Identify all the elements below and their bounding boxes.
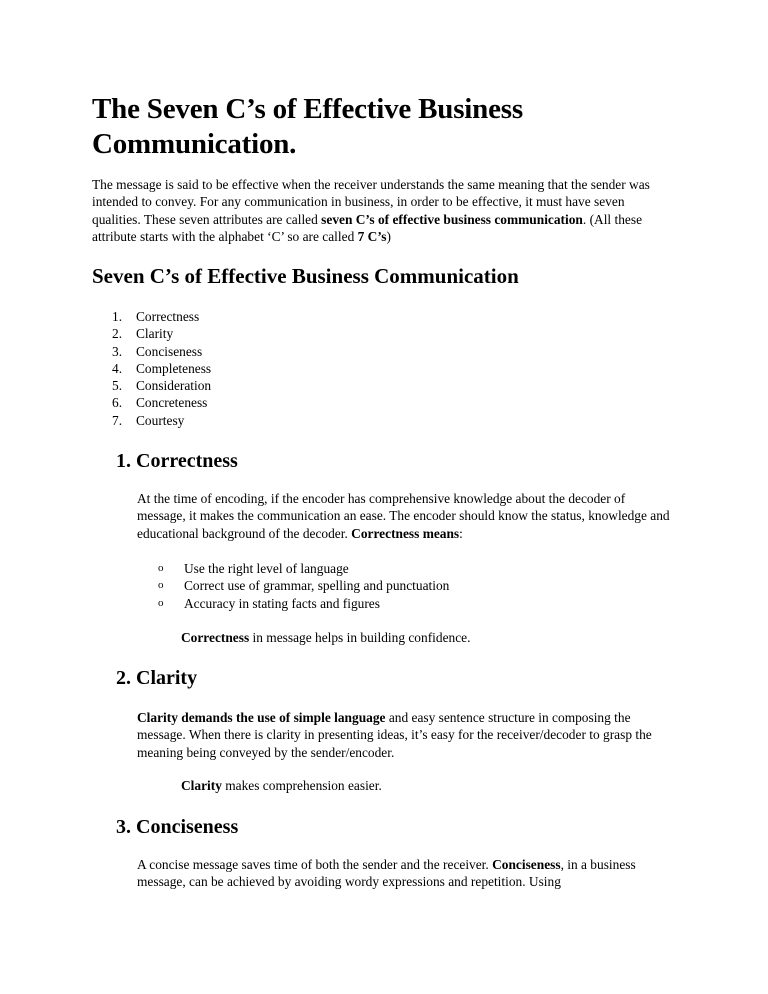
bullet-mark: o	[158, 579, 164, 592]
bullet-mark: o	[158, 596, 164, 609]
intro-bold-1: seven C’s of effective business communication	[321, 211, 583, 227]
list-item	[92, 343, 392, 360]
list-number: 2.	[112, 326, 123, 342]
clarity-note-bold: Clarity	[181, 778, 222, 793]
list-label: Consideration	[136, 378, 212, 394]
seven-cs-list	[92, 308, 392, 429]
list-item	[148, 577, 568, 594]
list-label: Courtesy	[136, 412, 185, 428]
bullet-mark: o	[158, 562, 164, 574]
conciseness-heading: 3. Conciseness	[116, 816, 239, 838]
clarity-bold: Clarity demands the use of simple language	[137, 710, 386, 725]
conciseness-bold: Conciseness	[492, 857, 561, 872]
clarity-note-text: makes comprehension easier.	[221, 778, 382, 793]
list-item	[148, 560, 568, 577]
list-heading: Seven C’s of Effective Business Communication	[92, 264, 519, 288]
correctness-note	[181, 629, 470, 646]
conciseness-paragraph	[137, 856, 677, 891]
correctness-bold: Correctness means	[351, 525, 460, 541]
list-item	[92, 394, 392, 411]
list-number: 5.	[112, 378, 123, 394]
list-item	[92, 325, 392, 342]
correctness-text-end: :	[459, 525, 463, 541]
document-title: The Seven C’s of Effective Business Communication.	[92, 93, 523, 160]
list-number: 4.	[112, 360, 123, 376]
correctness-note-text: in message helps in building confidence.	[249, 630, 471, 645]
clarity-heading: 2. Clarity	[116, 667, 198, 689]
list-number: 7.	[112, 412, 123, 428]
list-label: Clarity	[136, 326, 174, 342]
list-label: Completeness	[136, 360, 212, 376]
correctness-paragraph	[137, 490, 677, 542]
correctness-text: At the time of encoding, if the encoder has comprehensive knowledge about the decoder of message, it makes the communication an ease. The encoder should know the status, knowledge and educational background of the decoder.	[137, 491, 670, 541]
list-label: Concreteness	[136, 395, 208, 411]
list-number: 6.	[112, 395, 123, 411]
correctness-heading: 1. Correctness	[116, 450, 238, 472]
list-number: 3.	[112, 343, 123, 359]
list-item	[148, 595, 568, 612]
correctness-note-bold: Correctness	[181, 630, 250, 645]
correctness-bullets	[148, 560, 568, 612]
clarity-paragraph	[137, 709, 677, 761]
bullet-text: Correct use of grammar, spelling and punctuation	[184, 578, 450, 594]
clarity-text: and easy sentence structure in composing the message. When there is clarity in presenting ideas, it’s easy for the receiver/decoder to grasp the meaning being conveyed by the sender/encoder.	[137, 710, 652, 760]
clarity-note	[181, 777, 382, 794]
intro-text-2: . (All these attribute starts with the alphabet ‘C’ so are called	[92, 211, 643, 244]
list-number: 1.	[112, 309, 123, 324]
list-item	[92, 360, 392, 377]
intro-text-3: )	[386, 228, 391, 244]
intro-paragraph	[92, 176, 652, 245]
list-label: Correctness	[136, 309, 200, 324]
list-item	[92, 377, 392, 394]
list-item	[92, 412, 392, 429]
bullet-text: Accuracy in stating facts and figures	[184, 595, 380, 611]
list-item	[92, 308, 392, 325]
list-label: Conciseness	[136, 343, 203, 359]
conciseness-text: A concise message saves time of both the sender and the receiver.	[137, 857, 493, 872]
conciseness-text-end: , in a business message, can be achieved by avoiding wordy expressions and repetition. Using	[137, 857, 636, 890]
intro-bold-2: 7 C’s	[357, 228, 387, 244]
bullet-text: Use the right level of language	[184, 561, 349, 576]
intro-text-1: The message is said to be effective when the receiver understands the same meaning that the sender was intended to convey. For any communication in business, in order to be effective, it must have seven qualities. These seven attributes are called	[92, 177, 650, 227]
